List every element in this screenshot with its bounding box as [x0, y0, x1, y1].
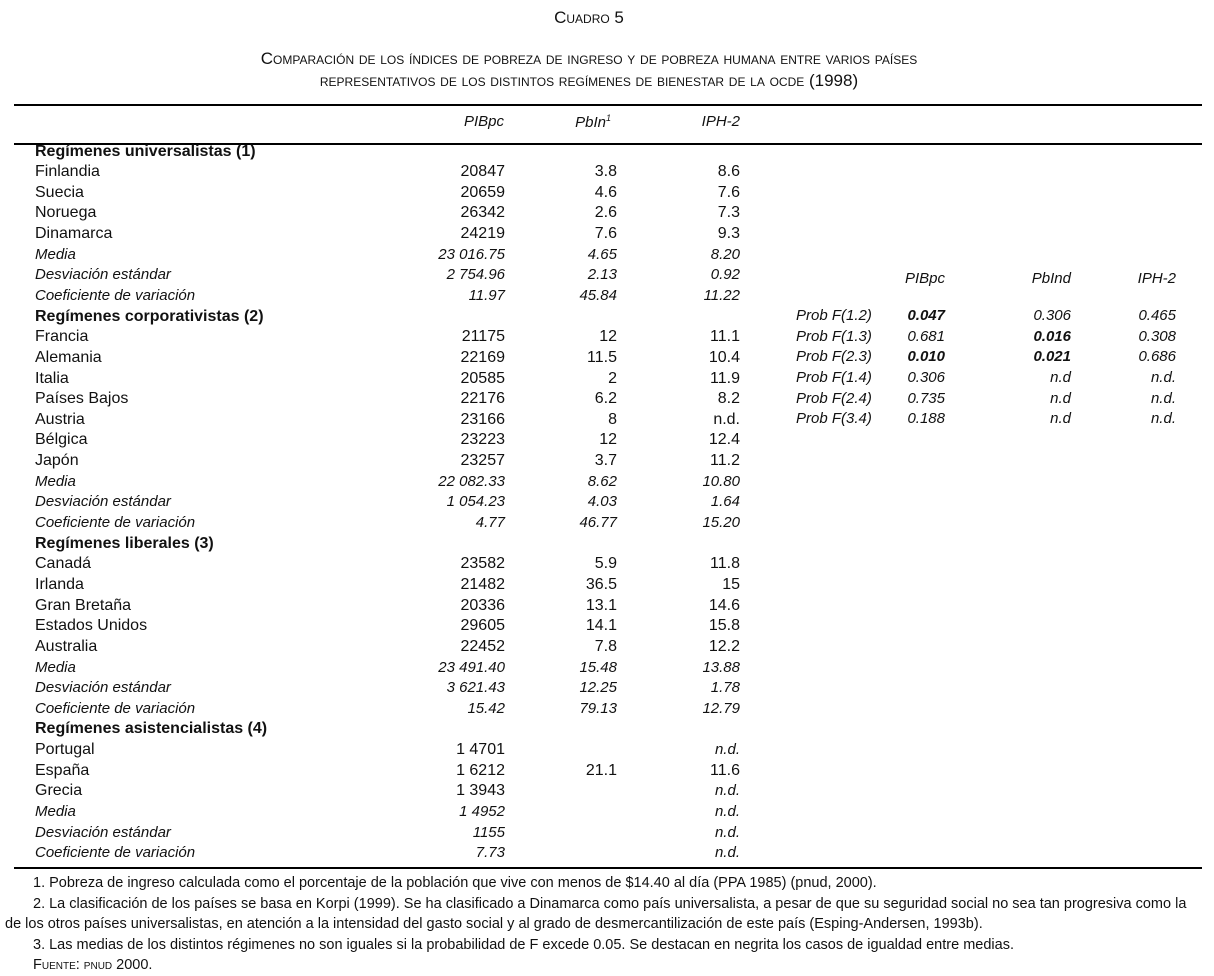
- cell-pbin: 36.5: [585, 575, 617, 593]
- prob-value: 0.306: [907, 368, 945, 386]
- row-label: Coeficiente de variación: [35, 514, 196, 532]
- cell-iph-2: 11.9: [710, 369, 740, 387]
- table-title: [0, 48, 1178, 92]
- statistic-row: [0, 513, 760, 534]
- prob-value: n.d.: [1150, 389, 1176, 407]
- cell-iph-2: 11.22: [703, 286, 740, 304]
- statistic-row: [0, 843, 760, 864]
- cell-pibpc: 23166: [460, 410, 505, 428]
- prob-label: Prob F(2.4): [796, 389, 872, 407]
- cell-pibpc: 1 4701: [456, 741, 505, 759]
- cell-pbin: 79.13: [579, 699, 617, 717]
- prob-value: n.d.: [1150, 410, 1176, 428]
- header-pbin-footnote: 1: [605, 113, 611, 123]
- cell-pibpc: 23582: [460, 555, 505, 573]
- cell-pbin: 15.48: [579, 658, 617, 676]
- bottom-rule: [14, 867, 1202, 869]
- probability-table: [780, 270, 1200, 430]
- cell-pibpc: 1 3943: [456, 782, 505, 800]
- cell-iph-2: 13.88: [702, 658, 740, 676]
- row-label: Finlandia: [35, 163, 100, 181]
- prob-value: 0.306: [1033, 307, 1071, 324]
- prob-value: 0.021: [1033, 348, 1071, 366]
- group-header-row: [0, 534, 760, 555]
- table-row: [0, 596, 760, 617]
- group-header-row: [0, 307, 760, 328]
- prob-row: [780, 306, 1200, 327]
- header-pbin: [575, 113, 611, 131]
- cell-pbin: 4.6: [594, 183, 617, 201]
- prob-value: 0.735: [907, 389, 945, 407]
- row-label: Países Bajos: [35, 390, 129, 408]
- header-pibpc: PIBpc: [463, 113, 504, 130]
- cell-iph-2: n.d.: [713, 410, 740, 428]
- row-label: Desviación estándar: [35, 679, 171, 697]
- header-pbin-text: PbIn: [575, 114, 606, 131]
- table-row: [0, 740, 760, 761]
- cell-iph-2: 8.6: [717, 163, 740, 181]
- statistic-row: [0, 699, 760, 720]
- statistic-row: [0, 802, 760, 823]
- cell-pibpc: 1155: [472, 823, 505, 841]
- cell-pibpc: 22169: [460, 348, 505, 366]
- cell-iph-2: n.d.: [714, 741, 740, 759]
- prob-value: n.d.: [1150, 368, 1176, 386]
- table-row: [0, 410, 760, 431]
- prob-row: [780, 389, 1200, 410]
- prob-value: 0.465: [1138, 307, 1176, 324]
- row-label: Media: [35, 472, 76, 490]
- cell-iph-2: 7.6: [717, 183, 740, 201]
- row-label: Desviación estándar: [35, 823, 171, 841]
- cell-iph-2: 11.2: [710, 452, 740, 470]
- cell-pibpc: 23223: [460, 431, 505, 449]
- cell-iph-2: 8.2: [717, 390, 740, 408]
- row-label: Suecia: [35, 183, 84, 201]
- statistic-row: [0, 245, 760, 266]
- statistic-row: [0, 286, 760, 307]
- cell-iph-2: 1.64: [710, 493, 740, 511]
- table-row: [0, 637, 760, 658]
- prob-value: n.d: [1050, 368, 1071, 386]
- row-label: Australia: [35, 637, 98, 655]
- cell-pbin: 5.9: [594, 555, 617, 573]
- cell-pibpc: 20659: [460, 183, 505, 201]
- title-line-2: representativos de los distintos regímenes de bienestar de la ocde (1998): [319, 71, 859, 90]
- row-label: Estados Unidos: [35, 617, 148, 635]
- cell-pbin: 6.2: [594, 390, 617, 408]
- cell-pbin: 45.84: [579, 286, 617, 304]
- cell-pbin: 12: [599, 431, 617, 449]
- prob-value: 0.308: [1138, 327, 1176, 345]
- row-label: Portugal: [35, 741, 95, 759]
- prob-label: Prob F(1.4): [796, 368, 872, 386]
- table-row: [0, 389, 760, 410]
- cell-pibpc: 26342: [460, 204, 505, 222]
- cell-iph-2: n.d.: [714, 823, 740, 841]
- row-label: Grecia: [35, 782, 83, 800]
- cell-pbin: 4.65: [587, 245, 617, 263]
- cell-pbin: 2: [608, 369, 617, 387]
- footnote-1: 1. Pobreza de ingreso calculada como el porcentaje de la población que vive con menos de $14.40 al día (PPA 1985) (pnud, 2000).: [33, 875, 877, 891]
- prob-value: 0.010: [907, 348, 945, 366]
- cell-pbin: 13.1: [585, 596, 617, 614]
- row-label: Regímenes universalistas (1): [35, 142, 256, 160]
- table-row: [0, 575, 760, 596]
- cell-iph-2: 12.79: [702, 699, 740, 717]
- row-label: Canadá: [35, 555, 92, 573]
- row-label: Coeficiente de variación: [35, 286, 196, 304]
- row-label: Regímenes asistencialistas (4): [35, 720, 268, 738]
- cell-pibpc: 23 491.40: [438, 658, 505, 676]
- row-label: Desviación estándar: [35, 266, 171, 284]
- cell-pibpc: 24219: [460, 225, 505, 243]
- row-label: Coeficiente de variación: [35, 844, 196, 862]
- prob-value: 0.016: [1033, 327, 1071, 345]
- cell-pibpc: 3 621.43: [446, 679, 505, 697]
- cell-pibpc: 11.97: [468, 286, 505, 304]
- cell-iph-2: 8.20: [710, 245, 740, 263]
- row-label: Italia: [35, 369, 69, 387]
- prob-label: Prob F(1.2): [796, 307, 872, 324]
- statistic-row: [0, 492, 760, 513]
- statistic-row: [0, 823, 760, 844]
- prob-value: 0.681: [907, 327, 945, 345]
- cell-pbin: 3.8: [594, 163, 617, 181]
- cell-iph-2: n.d.: [714, 803, 740, 820]
- prob-value: n.d: [1050, 389, 1071, 407]
- row-label: Gran Bretaña: [35, 596, 132, 614]
- prob-label: Prob F(1.3): [796, 327, 872, 345]
- cell-pibpc: 21175: [461, 328, 505, 346]
- cell-iph-2: n.d.: [714, 844, 740, 862]
- prob-row: [780, 368, 1200, 389]
- table-row: [0, 430, 760, 451]
- cell-pibpc: 22 082.33: [438, 472, 505, 490]
- cell-pibpc: 4.77: [475, 514, 505, 532]
- table-row: [0, 554, 760, 575]
- main-table: [0, 142, 760, 864]
- group-header-row: [0, 142, 760, 163]
- row-label: Media: [35, 245, 76, 263]
- statistic-row: [0, 678, 760, 699]
- cell-pbin: 12.25: [579, 679, 617, 697]
- cell-iph-2: n.d.: [714, 782, 740, 800]
- cell-iph-2: 15: [722, 575, 740, 593]
- prob-label: Prob F(2.3): [796, 348, 872, 366]
- row-label: Austria: [35, 410, 85, 428]
- cell-pibpc: 22452: [460, 637, 505, 655]
- cell-iph-2: 11.1: [710, 328, 740, 346]
- cell-pibpc: 29605: [460, 617, 505, 635]
- statistic-row: [0, 472, 760, 493]
- cell-pbin: 8.62: [587, 472, 617, 490]
- cell-pibpc: 15.42: [467, 699, 505, 717]
- group-header-row: [0, 719, 760, 740]
- cell-iph-2: 14.6: [708, 596, 740, 614]
- cell-pibpc: 1 054.23: [446, 493, 505, 511]
- cell-iph-2: 7.3: [717, 204, 740, 222]
- row-label: Francia: [35, 328, 89, 346]
- cell-iph-2: 12.4: [708, 431, 740, 449]
- cell-pibpc: 1 6212: [456, 761, 505, 779]
- source-note: Fuente: pnud 2000.: [33, 957, 153, 973]
- prob-header: IPH-2: [1137, 270, 1176, 287]
- table-row: [0, 616, 760, 637]
- cell-iph-2: 15.8: [708, 617, 740, 635]
- row-label: Japón: [35, 452, 79, 470]
- cell-pbin: 46.77: [579, 514, 617, 532]
- table-row: [0, 327, 760, 348]
- row-label: Regímenes corporativistas (2): [35, 307, 264, 325]
- prob-value: 0.047: [907, 307, 945, 324]
- cell-pibpc: 21482: [460, 575, 505, 593]
- footnote-3: 3. Las medias de los distintos régimenes no son iguales si la probabilidad de F excede 0.05. Se destacan en negrita los casos de igualdad entre medias.: [33, 936, 1014, 953]
- prob-header: PbInd: [1031, 270, 1071, 287]
- table-row: [0, 224, 760, 245]
- row-label: Media: [35, 803, 76, 820]
- row-label: Bélgica: [35, 431, 88, 449]
- cell-pbin: 4.03: [587, 493, 617, 511]
- cell-pbin: 7.6: [594, 225, 617, 243]
- table-row: [0, 761, 760, 782]
- cell-pbin: 14.1: [585, 617, 617, 635]
- cell-pbin: 12: [599, 328, 617, 346]
- prob-header-row: [780, 270, 1200, 306]
- cell-pbin: 3.7: [594, 452, 617, 470]
- prob-label: Prob F(3.4): [796, 410, 872, 428]
- cell-pbin: 2.6: [594, 204, 617, 222]
- row-label: España: [35, 761, 90, 779]
- cell-pbin: 21.1: [585, 761, 617, 779]
- statistic-row: [0, 265, 760, 286]
- cell-pibpc: 23257: [460, 452, 505, 470]
- table-row: [0, 183, 760, 204]
- row-label: Media: [35, 658, 76, 676]
- footnote-2: 2. La clasificación de los países se basa en Korpi (1999). Se ha clasificado a Dinamarca como país universalista, a pesar de que su seguridad social no sea tan progresiva como la de los otros países universalistas, en atención a la intensidad del gasto social y al grado de desmercantilización de este país (Esping-Andersen, 1993b).: [5, 895, 1187, 932]
- cell-iph-2: 1.78: [710, 679, 740, 697]
- cell-pbin: 7.8: [594, 637, 617, 655]
- cell-pibpc: 20336: [460, 596, 505, 614]
- prob-value: 0.686: [1138, 348, 1176, 366]
- cell-iph-2: 15.20: [702, 514, 740, 532]
- cell-pbin: 2.13: [587, 266, 617, 284]
- table-row: [0, 203, 760, 224]
- table-row: [0, 369, 760, 390]
- table-number: Cuadro 5: [554, 8, 624, 27]
- table-row: [0, 451, 760, 472]
- row-label: Regímenes liberales (3): [35, 534, 214, 552]
- prob-value: 0.188: [907, 410, 945, 428]
- cell-pibpc: 2 754.96: [446, 266, 505, 284]
- cell-iph-2: 11.8: [710, 555, 740, 573]
- prob-header: PIBpc: [904, 270, 945, 287]
- row-label: Coeficiente de variación: [35, 699, 196, 717]
- table-row: [0, 781, 760, 802]
- header-iph2: IPH-2: [701, 113, 740, 130]
- cell-pibpc: 22176: [460, 390, 505, 408]
- row-label: Alemania: [35, 348, 102, 366]
- row-label: Dinamarca: [35, 225, 113, 243]
- row-label: Irlanda: [35, 575, 84, 593]
- cell-iph-2: 9.3: [717, 225, 740, 243]
- prob-value: n.d: [1050, 410, 1071, 428]
- prob-row: [780, 327, 1200, 348]
- cell-iph-2: 12.2: [708, 637, 740, 655]
- cell-pibpc: 20847: [460, 163, 505, 181]
- statistic-row: [0, 658, 760, 679]
- cell-pbin: 11.5: [587, 348, 617, 366]
- cell-pibpc: 1 4952: [459, 803, 505, 820]
- prob-row: [780, 409, 1200, 430]
- cell-iph-2: 0.92: [710, 266, 740, 284]
- cell-pibpc: 20585: [460, 369, 505, 387]
- cell-pibpc: 7.73: [475, 844, 505, 862]
- title-line-1: Comparación de los índices de pobreza de ingreso y de pobreza humana entre varios países: [260, 49, 918, 68]
- cell-iph-2: 10.80: [702, 472, 740, 490]
- cell-iph-2: 11.6: [710, 761, 740, 779]
- cell-iph-2: 10.4: [708, 348, 740, 366]
- cell-pbin: 8: [608, 410, 617, 428]
- top-rule: [14, 104, 1202, 106]
- row-label: Desviación estándar: [35, 493, 171, 511]
- table-row: [0, 162, 760, 183]
- row-label: Noruega: [35, 204, 97, 222]
- cell-pibpc: 23 016.75: [438, 245, 505, 263]
- table-row: [0, 348, 760, 369]
- footnotes: [5, 873, 1205, 976]
- prob-row: [780, 347, 1200, 368]
